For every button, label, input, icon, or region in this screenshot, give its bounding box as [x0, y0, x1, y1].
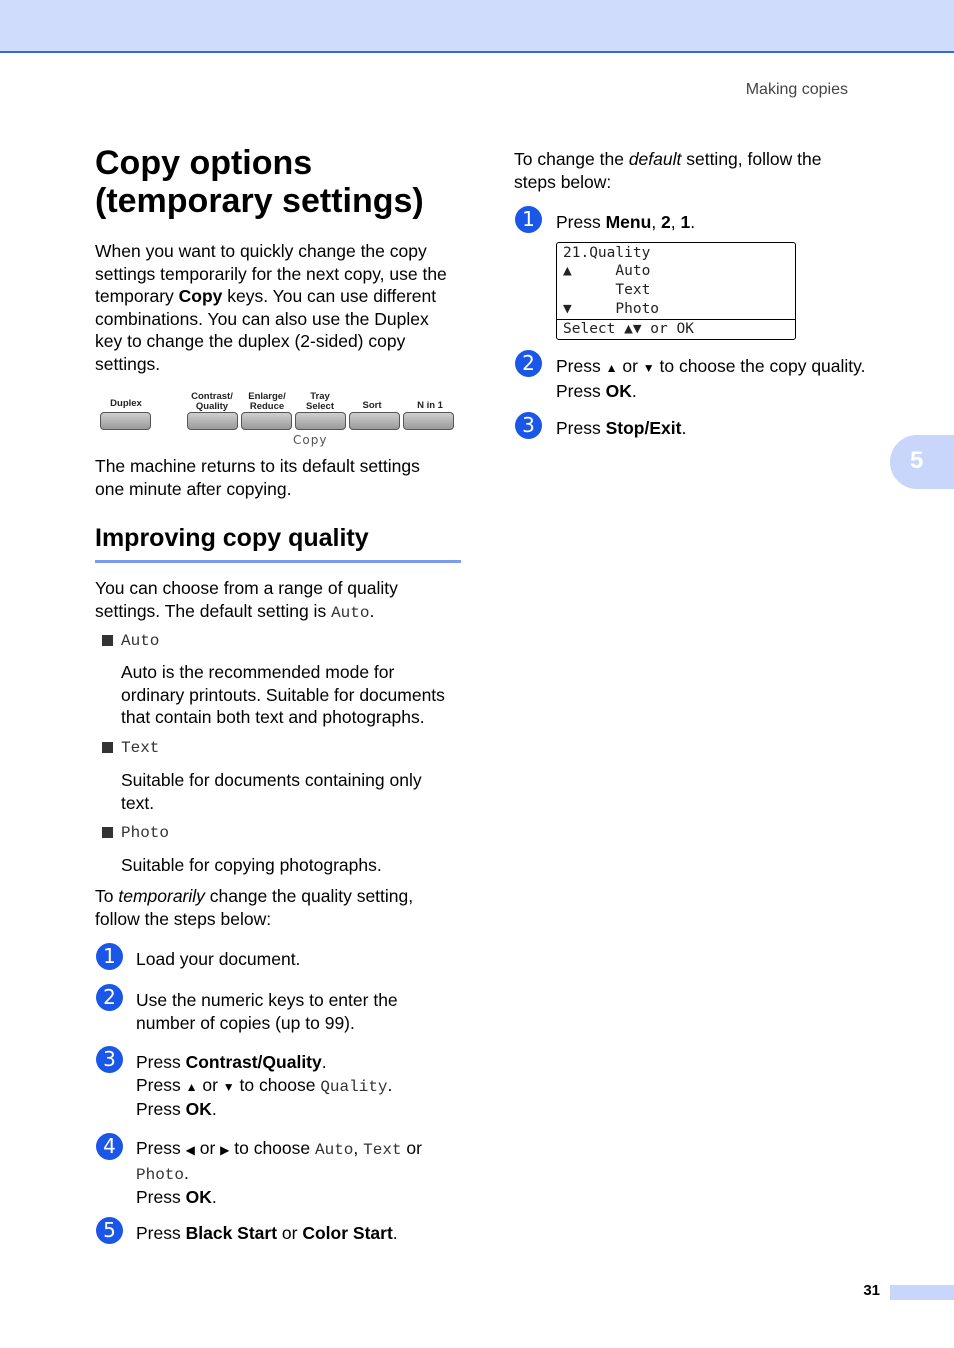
label-line: Reduce — [249, 400, 285, 412]
text: keys. You can use different — [222, 286, 437, 306]
key-name: Black Start — [185, 1223, 278, 1243]
label-line: Quality — [195, 400, 229, 412]
text: Press — [136, 1223, 186, 1243]
choose-paragraph — [95, 577, 465, 624]
text: . — [211, 1099, 217, 1119]
right-step-1-text — [556, 211, 695, 234]
lcd-row: Text — [563, 282, 651, 298]
text: Press — [136, 1099, 186, 1119]
intro-paragraph — [95, 240, 465, 375]
emphasis: temporarily — [118, 886, 205, 906]
text: to choose the copy quality. — [654, 356, 866, 376]
bullet-square — [102, 827, 113, 838]
key-name: OK — [185, 1099, 212, 1119]
right-arrow-icon: ▶ — [220, 1143, 230, 1157]
text: Press — [556, 356, 606, 376]
tray-select-key — [295, 412, 346, 430]
text: . — [211, 1187, 217, 1207]
photo-description: Suitable for copying photographs. — [121, 855, 382, 875]
lcd-value: Photo — [136, 1165, 185, 1184]
right-step-2-text — [556, 355, 896, 402]
text-line — [136, 1074, 466, 1099]
text: Press — [556, 380, 606, 401]
intro-line: settings temporarily for the next copy, use the — [95, 263, 447, 284]
intro-line — [95, 285, 465, 308]
text-line: steps below: — [514, 171, 612, 192]
text: . — [369, 600, 375, 621]
text-line: Suitable for documents containing only — [121, 770, 422, 790]
sort-label: Sort — [362, 400, 382, 411]
lcd-row: 21.Quality — [563, 245, 651, 261]
text: To — [95, 886, 119, 906]
step-number-5: 5 — [96, 1217, 123, 1244]
text-line — [556, 355, 896, 380]
text: , — [670, 212, 681, 232]
lcd-row: ▲ Auto — [563, 263, 651, 279]
text: Press — [136, 1138, 186, 1158]
down-arrow-icon: ▼ — [642, 361, 655, 375]
text: or — [277, 1223, 303, 1243]
step-number-1: 1 — [96, 943, 123, 970]
text-line: one minute after copying. — [95, 478, 292, 499]
lcd-value: Text — [363, 1141, 402, 1159]
lcd-value: Auto — [315, 1141, 354, 1159]
text-line — [136, 1162, 466, 1187]
intro-line: settings. — [95, 353, 161, 374]
chapter-tab — [890, 435, 954, 489]
step-number-2: 2 — [96, 984, 123, 1011]
step-1-text: Load your document. — [136, 949, 301, 969]
enlarge-label — [241, 392, 293, 411]
tray-label — [295, 392, 345, 411]
copy-keyword: Copy — [178, 286, 223, 306]
label-line: Tray — [310, 391, 330, 402]
top-banner — [0, 0, 954, 53]
copy-key-panel-illustration — [95, 390, 460, 448]
intro-line: combinations. You can also use the Duplex — [95, 308, 429, 329]
text-line — [136, 1051, 466, 1074]
sort-key — [349, 412, 400, 430]
text: setting, follow the — [681, 149, 822, 169]
key-name: OK — [605, 380, 632, 401]
bullet-square — [102, 742, 113, 753]
bullet-square — [102, 635, 113, 646]
text-line: follow the steps below: — [95, 908, 272, 929]
text-description — [121, 769, 466, 814]
intro-line: key to change the duplex (2-sided) copy — [95, 331, 406, 351]
contrast-quality-key — [187, 412, 238, 430]
n-in-1-key — [403, 412, 454, 430]
key-name: Contrast/Quality — [185, 1052, 322, 1072]
auto-description — [121, 661, 466, 729]
lcd-row: ▼ Photo — [563, 301, 660, 317]
text: to choose — [234, 1074, 321, 1095]
text-line — [95, 600, 465, 625]
step-number-3: 3 — [96, 1046, 123, 1073]
down-arrow-icon: ▼ — [222, 1079, 235, 1094]
right-step-3-text — [556, 417, 686, 440]
emphasis: default — [628, 149, 682, 169]
page-number: 31 — [863, 1282, 880, 1299]
text: Press — [556, 212, 606, 232]
text-line — [136, 1137, 466, 1162]
step-2-text — [136, 989, 466, 1034]
lcd-row: Select ▲▼ or OK — [563, 321, 694, 337]
label-line: Select — [306, 400, 334, 412]
up-arrow-icon: ▲ — [605, 361, 618, 375]
text: . — [690, 212, 696, 232]
step-number-4: 4 — [96, 1133, 123, 1160]
duplex-key — [100, 412, 151, 430]
key-name: 2 — [661, 212, 671, 232]
text-line — [514, 148, 894, 171]
running-header: Making copies — [745, 81, 848, 98]
up-arrow-icon: ▲ — [185, 1079, 198, 1094]
option-text: Text — [121, 739, 160, 757]
text: settings. The default setting is — [95, 600, 332, 621]
step-number-1: 1 — [515, 206, 542, 233]
key-name: 1 — [680, 212, 691, 232]
lcd-value: Quality — [320, 1077, 388, 1096]
step-number-3: 3 — [515, 412, 542, 439]
text-line — [136, 1098, 466, 1121]
left-arrow-icon: ◀ — [185, 1143, 195, 1157]
duplex-label: Duplex — [110, 398, 142, 409]
text: Press — [556, 418, 606, 438]
nin1-label: N in 1 — [417, 400, 443, 411]
label-line: Enlarge/ — [248, 391, 286, 402]
text: . — [321, 1052, 327, 1072]
text: or — [617, 356, 643, 376]
temporary-paragraph — [95, 885, 465, 930]
title-line-2: (temporary settings) — [95, 182, 424, 220]
text: . — [387, 1074, 393, 1095]
text: . — [184, 1162, 189, 1183]
key-name: Color Start — [302, 1223, 393, 1243]
step-3-text — [136, 1051, 466, 1121]
chapter-number: 5 — [910, 447, 924, 474]
text: Press — [136, 1074, 186, 1095]
text-line — [95, 885, 465, 908]
text-line: Use the numeric keys to enter the — [136, 990, 398, 1010]
text-line — [136, 1186, 466, 1209]
text: or — [401, 1138, 422, 1158]
returns-paragraph — [95, 455, 465, 500]
enlarge-reduce-key — [241, 412, 292, 430]
intro-line: When you want to quickly change the copy — [95, 241, 427, 261]
default-value: Auto — [331, 603, 370, 622]
text-line — [556, 380, 896, 403]
step-4-text — [136, 1137, 466, 1209]
text: . — [681, 418, 687, 438]
text: , — [651, 212, 662, 232]
text: temporary — [95, 286, 179, 306]
text-line: that contain both text and photographs. — [121, 707, 425, 727]
text: Press — [136, 1052, 186, 1072]
step-5-text — [136, 1222, 466, 1245]
section-heading: Improving copy quality — [95, 524, 461, 563]
text-line: Auto is the recommended mode for — [121, 662, 395, 682]
text: . — [392, 1223, 398, 1243]
text: . — [631, 380, 637, 401]
text-line: The machine returns to its default settings — [95, 456, 420, 476]
text-line: number of copies (up to 99). — [136, 1012, 355, 1033]
option-photo: Photo — [121, 824, 170, 842]
title-line-1: Copy options — [95, 144, 313, 182]
copy-group-label: Copy — [293, 433, 328, 447]
contrast-label — [187, 392, 237, 411]
text: or — [194, 1138, 221, 1158]
text: Press — [136, 1187, 186, 1207]
text-line: ordinary printouts. Suitable for documents — [121, 684, 445, 705]
text-line: You can choose from a range of quality — [95, 578, 398, 598]
key-name: Stop/Exit — [605, 418, 682, 438]
key-name: OK — [185, 1187, 212, 1207]
default-intro — [514, 148, 894, 193]
lcd-display — [556, 242, 796, 340]
step-number-2: 2 — [515, 350, 542, 377]
text: change the quality setting, — [204, 886, 414, 906]
text: , — [353, 1138, 364, 1158]
text: to choose — [229, 1138, 315, 1158]
text: To change the — [514, 149, 629, 169]
page-number-bar — [890, 1285, 954, 1300]
text-line: text. — [121, 792, 155, 813]
text: or — [197, 1074, 223, 1095]
label-line: Contrast/ — [191, 391, 233, 402]
key-name: Menu — [605, 212, 652, 232]
page-title — [95, 144, 475, 220]
option-auto: Auto — [121, 632, 160, 650]
